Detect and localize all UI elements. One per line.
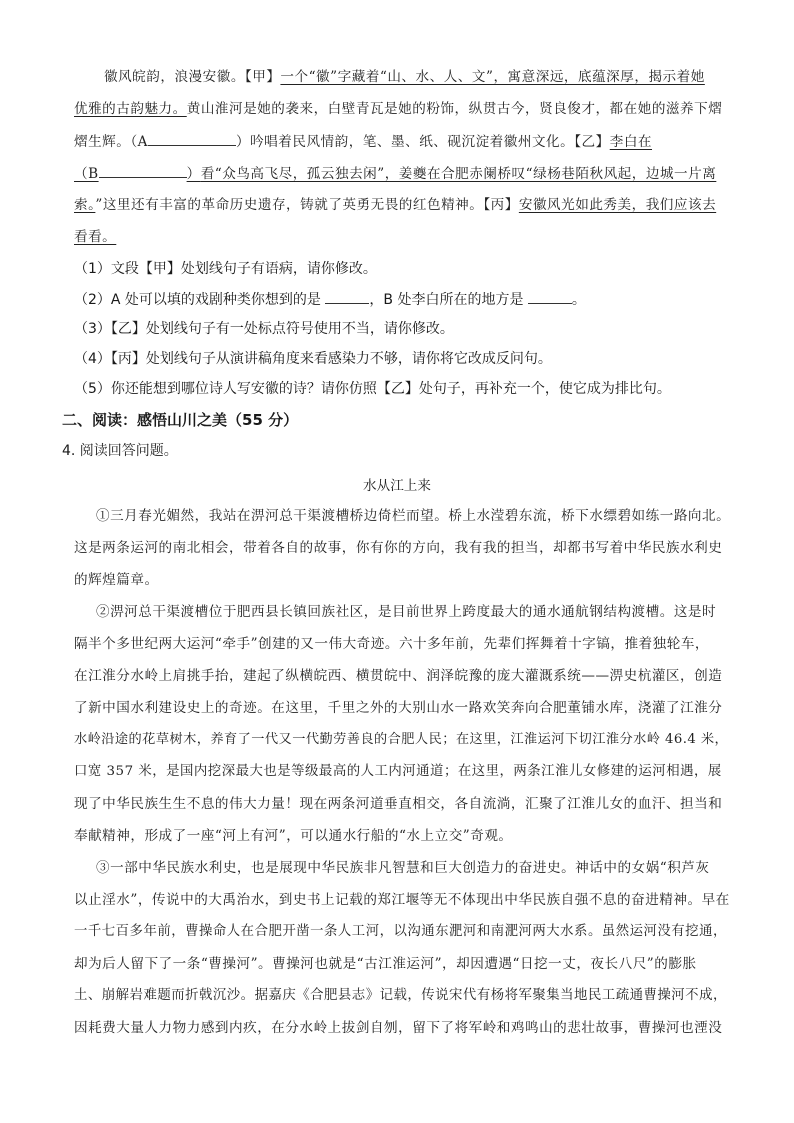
underlined-sentence-bing: 安徽风光如此秀美，我们应该去 — [518, 197, 717, 213]
underlined-sentence-yi-end: 索。 — [74, 197, 96, 213]
para1-text: ”这里还有丰富的革命历史遗存，铸就了英勇无畏的红色精神。【丙】 — [95, 197, 519, 213]
article-line: ①三月春光媚然，我站在淠河总干渠渡槽桥边倚栏而望。桥上水滢碧东流，桥下水缥碧如练一路向北。 — [96, 508, 731, 524]
article-line: 这是两条运河的南北相会，带着各自的故事，你有你的方向，我有我的担当，却都书写着中华民族水利史 — [74, 540, 723, 556]
para1-text: 徽风皖韵，浪漫安徽。【甲】 — [104, 69, 281, 85]
article-title: 水从江上来 — [363, 478, 431, 494]
article-line: 在江淮分水岭上肩挑手抬，建起了纵横皖西、横贯皖中、润泽皖豫的庞大灌溉系统——淠史杭灌区，创造 — [74, 668, 723, 684]
blank-b[interactable] — [99, 163, 187, 178]
para1-text: 熠生辉。（A — [74, 134, 148, 150]
article-line: 土、崩解岩难题而折戟沉沙。据嘉庆《合肥县志》记载，传说宋代有杨将军聚集当地民工疏通曹操河不成， — [74, 988, 727, 1003]
underlined-sentence-bing-end: 看看。 — [74, 229, 117, 245]
blank-a[interactable] — [148, 131, 236, 146]
para1-line2 — [74, 99, 722, 119]
question-2-text: （2）A 处可以填的戏剧种类你想到的是 — [74, 292, 326, 308]
question-2 — [74, 289, 586, 310]
underlined-sentence-yi: 李白在 — [609, 134, 653, 150]
para1-line1 — [104, 67, 705, 87]
article-line: 口宽 357 米，是国内挖深最大也是等级最高的人工内河通道；在这里，两条江淮儿女修建的运河相遇，展 — [74, 764, 722, 779]
para1-line4 — [74, 163, 716, 184]
question-4-intro: 4. 阅读回答问题。 — [62, 443, 178, 459]
article-line: 了新中国水利建设史上的奇迹。在这里，千里之外的大别山水一路欢笑奔向合肥董铺水库，浇灌了江淮分 — [74, 700, 723, 716]
section-heading: 二、阅读：感悟山川之美（55 分） — [62, 411, 299, 429]
question-1: （1）文段【甲】处划线句子有语病，请你修改。 — [74, 261, 377, 277]
article-line: 的辉煌篇章。 — [74, 572, 159, 588]
underlined-sentence-yi: ） — [186, 166, 201, 182]
question-2-end: 。 — [571, 292, 586, 308]
para1-line6 — [74, 227, 116, 247]
underlined-sentence-yi: （B — [74, 166, 99, 182]
para1-line5 — [74, 195, 716, 215]
article-line: 因耗费大量人力物力感到内疚，在分水岭上拔剑自刎，留下了将军岭和鸡鸣山的悲壮故事，曹操河也湮没 — [74, 1020, 723, 1036]
question-4: （4）【丙】处划线句子从演讲稿角度来看感染力不够，请你将它改成反问句。 — [74, 351, 552, 367]
underlined-sentence-jia-end: 优雅的古韵魅力。 — [74, 101, 187, 117]
article-line: 以止淫水”，传说中的大禹治水，到史书上记载的郑江堰等无不体现出中华民族自强不息的奋进精神。早在 — [74, 892, 730, 908]
article-line: 现了中华民族生生不息的伟大力量！现在两条河道垂直相交，各自流淌，汇聚了江淮儿女的血汗、担当和 — [74, 796, 723, 812]
underlined-sentence-jia: 一个“徽”字藏着“山、水、人、文”，寓意深远，底蕴深厚，揭示着她 — [280, 69, 705, 85]
para1-text: 黄山淮河是她的袭来，白壁青瓦是她的粉饰，纵贯古今，贤良俊才，都在她的滋养下熠 — [186, 101, 723, 117]
article-line: 却为后人留下了一条“曹操河”。曹操河也就是“古江淮运河”，却因遭遇“日挖一丈，夜长八尺”的膨胀 — [74, 956, 697, 972]
answer-blank-b[interactable] — [528, 289, 572, 304]
para1-text: ）吟唱着民风情韵，笔、墨、纸、砚沉淀着徽州文化。【乙】 — [236, 134, 610, 150]
article-line: ③一部中华民族水利史，也是展现中华民族非凡智慧和巨大创造力的奋进史。神话中的女娲“积芦灰 — [96, 860, 710, 876]
article-line: 水岭沿途的花草树木，养育了一代又一代勤劳善良的合肥人民；在这里，江淮运河下切江淮分水岭 46.4 米， — [74, 732, 729, 747]
article-line: 一千七百多年前，曹操命人在合肥开凿一条人工河，以沟通东淝河和南淝河两大水系。虽然运河没有挖通， — [74, 924, 727, 939]
article-line: 奉献精神，形成了一座“河上有河”，可以通水行船的“水上立交”奇观。 — [74, 828, 513, 844]
underlined-sentence-yi: 看“众鸟高飞尽，孤云独去闲”，姜夔在合肥赤阑桥叹“绿杨巷陌秋风起，边城一片离 — [200, 166, 717, 182]
article-line: 隔半个多世纪两大运河“牵手”创建的又一伟大奇迹。六十多年前，先辈们挥舞着十字镐，推着独轮车， — [74, 636, 710, 652]
article-line: ②淠河总干渠渡槽位于肥西县长镇回族社区，是目前世界上跨度最大的通水通航钢结构渡槽。这是时 — [96, 604, 717, 620]
answer-blank-a[interactable] — [325, 289, 369, 304]
para1-line3 — [74, 131, 652, 152]
question-3: （3）【乙】处划线句子有一处标点符号使用不当，请你修改。 — [74, 321, 454, 337]
question-5: （5）你还能想到哪位诗人写安徽的诗？请你仿照【乙】处句子，再补充一个，使它成为排比句。 — [74, 381, 671, 397]
question-2-text: ，B 处李白所在的地方是 — [369, 292, 528, 308]
